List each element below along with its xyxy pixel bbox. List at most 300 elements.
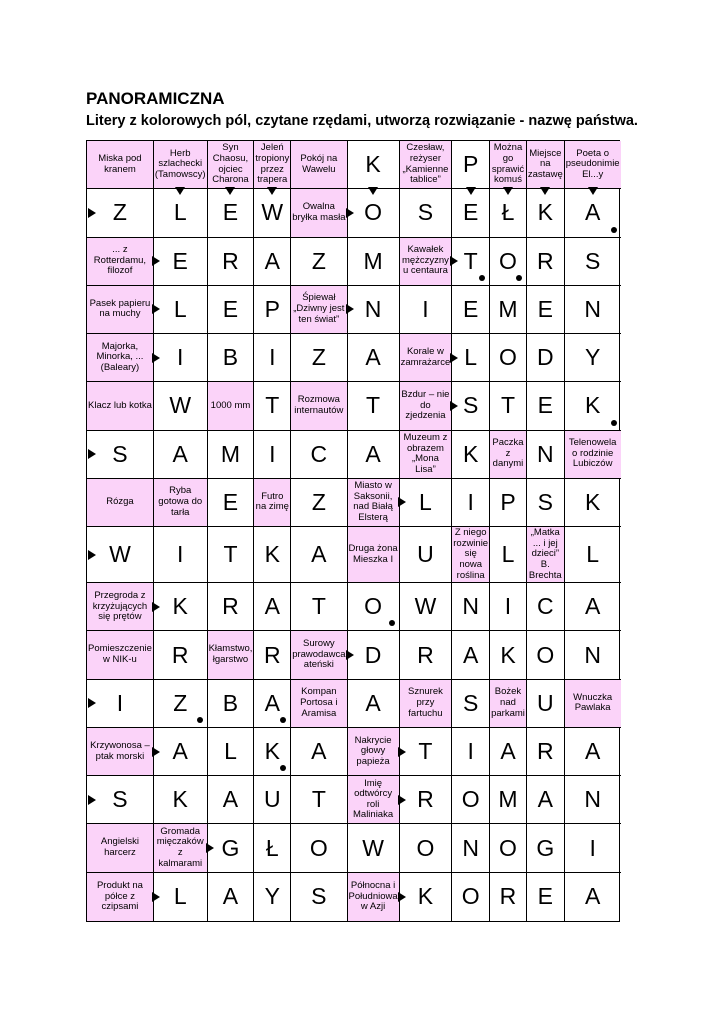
letter-cell[interactable] xyxy=(452,431,490,479)
clue-cell xyxy=(87,141,154,189)
clue-text: Korale w zamrażarce xyxy=(400,346,451,368)
letter-text: E xyxy=(537,392,553,419)
letter-cell[interactable] xyxy=(452,631,490,679)
clue-text: Bożek nad parkami xyxy=(491,686,525,719)
letter-cell[interactable] xyxy=(527,238,565,286)
letter-cell[interactable] xyxy=(527,583,565,631)
letter-cell[interactable] xyxy=(348,583,400,631)
letter-cell[interactable] xyxy=(490,238,527,286)
letter-text: A xyxy=(584,593,601,620)
letter-text: E xyxy=(463,295,479,322)
letter-text: I xyxy=(422,295,429,322)
letter-cell[interactable] xyxy=(208,583,255,631)
letter-text: Ł xyxy=(265,834,279,861)
letter-cell[interactable] xyxy=(527,631,565,679)
arrow-down-icon xyxy=(503,187,513,195)
letter-text: A xyxy=(584,883,601,910)
letter-text: A xyxy=(463,641,479,668)
letter-cell[interactable] xyxy=(291,431,347,479)
letter-cell[interactable] xyxy=(87,431,154,479)
letter-cell[interactable] xyxy=(452,776,490,824)
letter-text: D xyxy=(536,344,554,371)
letter-cell[interactable] xyxy=(208,824,255,872)
letter-text: N xyxy=(584,786,601,813)
letter-text: A xyxy=(365,344,381,371)
letter-cell[interactable] xyxy=(490,527,527,583)
letter-text: L xyxy=(586,541,600,568)
letter-text: T xyxy=(463,247,478,274)
clue-text: Północna i Południowa w Azji xyxy=(348,879,398,913)
letter-text: I xyxy=(589,834,596,861)
letter-cell[interactable] xyxy=(208,431,255,479)
letter-cell[interactable] xyxy=(527,431,565,479)
letter-cell[interactable] xyxy=(565,583,621,631)
letter-cell[interactable] xyxy=(348,141,400,189)
letter-text: N xyxy=(462,593,479,620)
letter-cell[interactable] xyxy=(527,776,565,824)
letter-text: A xyxy=(584,199,601,226)
letter-cell[interactable] xyxy=(490,776,527,824)
letter-cell[interactable] xyxy=(154,631,208,679)
clue-text: Jeleń tropiony przez trapera xyxy=(255,142,290,186)
dot-marker-icon xyxy=(479,275,485,281)
letter-cell[interactable] xyxy=(565,479,621,527)
letter-text: L xyxy=(501,541,515,568)
clue-text: Ryba gotowa do tarła xyxy=(158,485,203,518)
clue-cell xyxy=(400,431,453,479)
letter-text: Z xyxy=(311,488,326,515)
puzzle-instructions: Litery z kolorowych pól, czytane rzędami, utworzą rozwiązanie - nazwę państwa. xyxy=(86,113,638,129)
clue-cell xyxy=(348,776,400,824)
arrow-right-icon xyxy=(450,401,458,411)
letter-text: R xyxy=(536,247,554,274)
letter-cell[interactable] xyxy=(154,728,208,776)
letter-text: K xyxy=(584,392,601,419)
letter-cell[interactable] xyxy=(348,286,400,334)
letter-text: A xyxy=(222,786,239,813)
letter-cell[interactable] xyxy=(527,728,565,776)
letter-cell[interactable] xyxy=(490,728,527,776)
letter-text: A xyxy=(172,440,188,467)
clue-text: Wnuczka Pawlaka xyxy=(573,691,613,714)
clue-text: Czesław, reżyser „Kamienne tablice” xyxy=(402,142,449,186)
letter-cell[interactable] xyxy=(87,776,154,824)
clue-cell xyxy=(291,631,347,679)
letter-text: L xyxy=(173,199,187,226)
letter-cell[interactable] xyxy=(527,334,565,382)
letter-cell[interactable] xyxy=(452,824,490,872)
letter-text: W xyxy=(109,541,131,568)
letter-cell[interactable] xyxy=(565,286,621,334)
letter-text: S xyxy=(112,440,128,467)
arrow-right-icon xyxy=(398,497,406,507)
clue-cell xyxy=(527,141,565,189)
clue-cell xyxy=(87,334,154,382)
letter-cell[interactable] xyxy=(400,824,453,872)
letter-cell[interactable] xyxy=(254,776,291,824)
letter-cell[interactable] xyxy=(154,583,208,631)
letter-text: W xyxy=(169,392,192,419)
letter-cell[interactable] xyxy=(400,286,453,334)
letter-cell[interactable] xyxy=(154,189,208,237)
letter-text: Z xyxy=(173,689,188,716)
clue-cell xyxy=(291,382,347,430)
letter-cell[interactable] xyxy=(291,583,347,631)
letter-cell[interactable] xyxy=(400,631,453,679)
letter-cell[interactable] xyxy=(565,238,621,286)
letter-text: N xyxy=(584,641,601,668)
letter-text: I xyxy=(177,541,184,568)
letter-cell[interactable] xyxy=(87,189,154,237)
letter-cell[interactable] xyxy=(490,479,527,527)
dot-marker-icon xyxy=(516,275,522,281)
letter-text: Y xyxy=(584,344,601,371)
letter-cell[interactable] xyxy=(254,728,291,776)
letter-cell[interactable] xyxy=(400,728,453,776)
letter-text: Z xyxy=(112,199,127,226)
letter-cell[interactable] xyxy=(452,583,490,631)
clue-cell xyxy=(348,873,400,921)
letter-text: O xyxy=(499,247,517,274)
clue-text: Pokój na Wawelu xyxy=(300,153,338,175)
clue-text: Z niego rozwinie się nowa roślina xyxy=(453,527,489,581)
arrow-down-icon xyxy=(540,187,550,195)
letter-cell[interactable] xyxy=(291,527,347,583)
clue-cell xyxy=(565,141,621,189)
letter-cell[interactable] xyxy=(527,680,565,728)
letter-cell[interactable] xyxy=(208,728,255,776)
clue-text: Surowy prawodawca ateński xyxy=(292,638,346,671)
clue-text: Rozmowa internautów xyxy=(294,394,344,416)
letter-cell[interactable] xyxy=(208,286,255,334)
letter-cell[interactable] xyxy=(527,286,565,334)
letter-cell[interactable] xyxy=(348,382,400,430)
clue-cell xyxy=(291,286,347,334)
arrow-right-icon xyxy=(88,698,96,708)
clue-cell xyxy=(400,334,453,382)
letter-text: A xyxy=(311,738,327,765)
letter-cell[interactable] xyxy=(208,334,255,382)
letter-text: O xyxy=(461,883,480,910)
letter-cell[interactable] xyxy=(565,527,621,583)
clue-cell xyxy=(400,238,453,286)
letter-cell[interactable] xyxy=(254,238,291,286)
letter-cell[interactable] xyxy=(254,189,291,237)
dot-marker-icon xyxy=(197,717,203,723)
clue-cell xyxy=(490,141,527,189)
arrow-down-icon xyxy=(588,187,598,195)
clue-cell xyxy=(291,189,347,237)
clue-cell xyxy=(154,824,208,872)
letter-cell[interactable] xyxy=(400,189,453,237)
letter-text: N xyxy=(462,834,479,861)
letter-cell[interactable] xyxy=(348,680,400,728)
arrow-right-icon xyxy=(398,795,406,805)
letter-cell[interactable] xyxy=(400,776,453,824)
letter-cell[interactable] xyxy=(490,334,527,382)
letter-cell[interactable] xyxy=(452,680,490,728)
letter-cell[interactable] xyxy=(565,873,621,921)
clue-cell xyxy=(154,141,208,189)
clue-cell xyxy=(348,527,400,583)
letter-text: A xyxy=(365,689,381,716)
arrow-down-icon xyxy=(267,187,277,195)
clue-cell xyxy=(87,583,154,631)
dot-marker-icon xyxy=(280,765,286,771)
clue-text: „Matka ... i jej dzieci” B. Brechta xyxy=(528,527,562,581)
clue-cell xyxy=(291,680,347,728)
letter-text: K xyxy=(463,440,479,467)
letter-cell[interactable] xyxy=(254,680,291,728)
letter-text: L xyxy=(464,344,478,371)
letter-cell[interactable] xyxy=(452,728,490,776)
letter-cell[interactable] xyxy=(400,527,453,583)
letter-cell[interactable] xyxy=(254,286,291,334)
letter-cell[interactable] xyxy=(348,824,400,872)
letter-cell[interactable] xyxy=(208,776,255,824)
letter-text: R xyxy=(417,641,434,668)
letter-text: A xyxy=(500,738,516,765)
letter-cell[interactable] xyxy=(452,479,490,527)
letter-text: K xyxy=(172,786,188,813)
letter-cell[interactable] xyxy=(400,583,453,631)
letter-text: I xyxy=(269,344,276,371)
letter-text: R xyxy=(263,641,281,668)
letter-cell[interactable] xyxy=(154,680,208,728)
clue-cell xyxy=(452,527,490,583)
letter-text: O xyxy=(416,834,435,861)
clue-text: Herb szlachecki (Tamowscy) xyxy=(154,147,206,180)
clue-cell xyxy=(87,873,154,921)
letter-text: P xyxy=(500,488,516,515)
letter-cell[interactable] xyxy=(527,382,565,430)
letter-cell[interactable] xyxy=(490,189,527,237)
letter-cell[interactable] xyxy=(291,776,347,824)
letter-text: B xyxy=(222,689,239,716)
letter-cell[interactable] xyxy=(208,189,255,237)
letter-text: R xyxy=(222,247,239,274)
letter-text: E xyxy=(172,247,188,274)
letter-text: M xyxy=(498,295,518,322)
letter-text: T xyxy=(223,541,238,568)
letter-text: O xyxy=(499,344,517,371)
letter-cell[interactable] xyxy=(291,728,347,776)
letter-text: E xyxy=(222,295,239,322)
letter-cell[interactable] xyxy=(291,334,347,382)
letter-text: L xyxy=(419,488,432,515)
letter-cell[interactable] xyxy=(452,141,490,189)
letter-cell[interactable] xyxy=(400,873,453,921)
letter-cell[interactable] xyxy=(254,631,291,679)
letter-cell[interactable] xyxy=(490,824,527,872)
letter-cell[interactable] xyxy=(348,189,400,237)
clue-text: Klacz lub kotka xyxy=(88,399,152,411)
letter-cell[interactable] xyxy=(154,238,208,286)
dot-marker-icon xyxy=(280,717,286,723)
letter-cell[interactable] xyxy=(565,382,621,430)
letter-cell[interactable] xyxy=(452,286,490,334)
clue-text: Angielski harcerz xyxy=(100,836,139,859)
arrow-right-icon xyxy=(152,256,160,266)
letter-text: C xyxy=(310,440,328,467)
letter-cell[interactable] xyxy=(154,334,208,382)
letter-cell[interactable] xyxy=(565,824,621,872)
letter-text: K xyxy=(264,541,280,568)
letter-cell[interactable] xyxy=(400,479,453,527)
clue-cell xyxy=(87,824,154,872)
letter-text: I xyxy=(177,344,184,371)
clue-text: Syn Chaosu, ojciec Charona xyxy=(212,142,249,186)
arrow-right-icon xyxy=(398,892,406,902)
letter-cell[interactable] xyxy=(565,776,621,824)
letter-cell[interactable] xyxy=(490,286,527,334)
letter-cell[interactable] xyxy=(154,527,208,583)
clue-text: Poeta o pseudonimie El...y xyxy=(565,147,620,180)
letter-cell[interactable] xyxy=(490,631,527,679)
clue-cell xyxy=(291,141,347,189)
letter-cell[interactable] xyxy=(154,431,208,479)
letter-text: K xyxy=(500,641,516,668)
letter-cell[interactable] xyxy=(527,479,565,527)
letter-cell[interactable] xyxy=(527,873,565,921)
letter-cell[interactable] xyxy=(291,238,347,286)
letter-text: S xyxy=(537,488,553,515)
letter-text: O xyxy=(364,199,383,226)
clue-cell xyxy=(527,527,565,583)
letter-cell[interactable] xyxy=(565,728,621,776)
arrow-right-icon xyxy=(88,795,96,805)
letter-text: W xyxy=(261,199,284,226)
letter-text: O xyxy=(499,834,517,861)
letter-cell[interactable] xyxy=(154,776,208,824)
letter-cell[interactable] xyxy=(490,873,527,921)
arrow-right-icon xyxy=(152,892,160,902)
clue-text: Produkt na półce z czipsami xyxy=(96,879,143,913)
letter-text: T xyxy=(311,593,326,620)
letter-cell[interactable] xyxy=(254,334,291,382)
clue-cell xyxy=(87,728,154,776)
letter-cell[interactable] xyxy=(254,382,291,430)
letter-cell[interactable] xyxy=(348,334,400,382)
clue-cell xyxy=(348,728,400,776)
letter-text: K xyxy=(584,488,601,515)
letter-cell[interactable] xyxy=(208,238,255,286)
letter-cell[interactable] xyxy=(291,824,347,872)
letter-cell[interactable] xyxy=(527,189,565,237)
letter-cell[interactable] xyxy=(154,382,208,430)
letter-cell[interactable] xyxy=(254,527,291,583)
letter-text: S xyxy=(311,883,327,910)
clue-cell xyxy=(490,431,527,479)
letter-text: G xyxy=(536,834,555,861)
clue-cell xyxy=(254,479,291,527)
letter-cell[interactable] xyxy=(490,583,527,631)
letter-text: A xyxy=(537,786,553,813)
clue-text: Muzeum z obrazem „Mona Lisa” xyxy=(403,431,448,475)
clue-cell xyxy=(208,631,255,679)
letter-cell[interactable] xyxy=(348,431,400,479)
letter-cell[interactable] xyxy=(254,873,291,921)
clue-cell xyxy=(348,479,400,527)
letter-cell[interactable] xyxy=(565,631,621,679)
letter-text: L xyxy=(173,295,187,322)
dot-marker-icon xyxy=(389,620,395,626)
letter-text: T xyxy=(418,738,433,765)
letter-cell[interactable] xyxy=(254,824,291,872)
letter-cell[interactable] xyxy=(208,873,255,921)
clue-text: Druga żona Mieszka I xyxy=(348,543,398,565)
letter-text: L xyxy=(173,883,187,910)
letter-cell[interactable] xyxy=(291,873,347,921)
letter-cell[interactable] xyxy=(291,479,347,527)
letter-cell[interactable] xyxy=(254,431,291,479)
letter-text: I xyxy=(467,488,474,515)
letter-text: M xyxy=(363,247,383,274)
letter-cell[interactable] xyxy=(154,873,208,921)
clue-text: Owalna bryłka masła xyxy=(292,201,346,223)
letter-text: I xyxy=(116,689,124,716)
letter-text: W xyxy=(362,834,384,861)
arrow-right-icon xyxy=(152,353,160,363)
clue-cell xyxy=(400,680,453,728)
clue-text: Pasek papieru na muchy xyxy=(89,297,151,320)
arrow-right-icon xyxy=(88,550,96,560)
clue-text: Majorka, Minorka, ... (Baleary) xyxy=(96,340,144,373)
arrow-down-icon xyxy=(368,187,378,195)
letter-text: I xyxy=(467,738,474,765)
letter-text: R xyxy=(417,786,434,813)
letter-cell[interactable] xyxy=(490,382,527,430)
clue-text: Paczka z danymi xyxy=(492,437,524,470)
clue-cell xyxy=(400,141,453,189)
letter-cell[interactable] xyxy=(87,680,154,728)
clue-text: Imię odtwórcy roli Maliniaka xyxy=(353,777,394,821)
letter-cell[interactable] xyxy=(208,527,255,583)
letter-cell[interactable] xyxy=(565,334,621,382)
letter-text: T xyxy=(366,392,381,419)
letter-text: A xyxy=(264,247,280,274)
clue-text: Śpiewał „Dziwny jest ten świat” xyxy=(293,292,345,325)
letter-text: Y xyxy=(264,883,280,910)
letter-cell[interactable] xyxy=(348,631,400,679)
clue-text: Rózga xyxy=(106,496,134,508)
letter-text: I xyxy=(504,593,512,620)
letter-cell[interactable] xyxy=(208,479,255,527)
letter-text: R xyxy=(171,641,189,668)
letter-text: R xyxy=(222,593,239,620)
letter-cell[interactable] xyxy=(527,824,565,872)
letter-text: T xyxy=(265,392,280,419)
letter-cell[interactable] xyxy=(565,189,621,237)
letter-cell[interactable] xyxy=(452,189,490,237)
letter-text: N xyxy=(364,295,382,322)
clue-cell xyxy=(400,382,453,430)
clue-text: Futro na zimę xyxy=(255,490,289,513)
arrow-right-icon xyxy=(88,449,96,459)
letter-text: S xyxy=(463,392,479,419)
letter-text: A xyxy=(311,541,327,568)
letter-cell[interactable] xyxy=(348,238,400,286)
letter-cell[interactable] xyxy=(452,873,490,921)
clue-cell xyxy=(208,141,255,189)
letter-cell[interactable] xyxy=(154,286,208,334)
letter-cell[interactable] xyxy=(254,583,291,631)
letter-cell[interactable] xyxy=(87,527,154,583)
letter-cell[interactable] xyxy=(208,680,255,728)
letter-text: Z xyxy=(311,247,326,274)
letter-text: U xyxy=(536,689,554,716)
letter-text: S xyxy=(463,689,479,716)
